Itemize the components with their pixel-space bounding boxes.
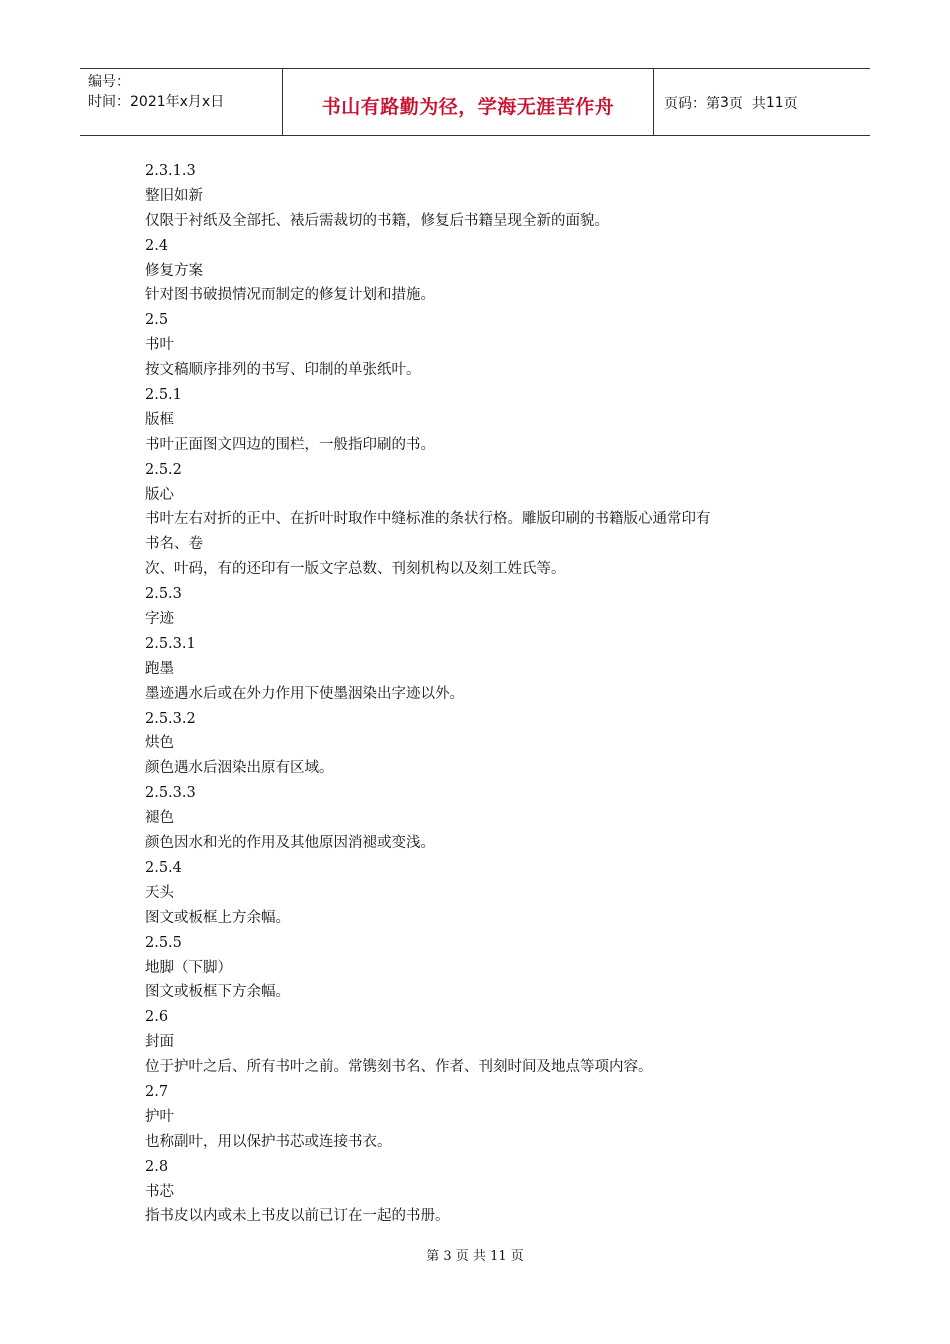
footer-suffix: 页	[506, 1249, 524, 1264]
text-line: 2.3.1.3	[145, 163, 196, 179]
time-label: 时间：2021年x月x日	[88, 94, 225, 110]
page-suffix: 页	[783, 96, 798, 112]
text-line: 颜色因水和光的作用及其他原因消褪或变浅。	[145, 835, 435, 852]
text-line: 书叶正面图文四边的围栏，一般指印刷的书。	[145, 436, 435, 453]
page-mid: 页 共	[728, 96, 766, 112]
text-line: 2.5.1	[145, 387, 182, 404]
text-line: 颜色遇水后洇染出原有区域。	[145, 760, 334, 777]
footer-mid: 页 共	[451, 1249, 491, 1264]
text-line: 仅限于衬纸及全部托、裱后需裁切的书籍，修复后书籍呈现全新的面貌。	[145, 212, 609, 229]
text-line: 天头	[145, 884, 174, 901]
text-line: 次、叶码，有的还印有一版文字总数、刊刻机构以及刻工姓氏等。	[145, 561, 566, 578]
text-line: 2.5.4	[145, 859, 182, 876]
text-line: 2.5.2	[145, 461, 182, 478]
header-left-cell	[80, 69, 282, 135]
text-line: 位于护叶之后、所有书叶之前。常镌刻书名、作者、刊刻时间及地点等项内容。	[145, 1059, 653, 1076]
text-line: 图文或板框下方余幅。	[145, 984, 290, 1001]
text-line: 版框	[145, 411, 174, 428]
text-line: 书叶左右对折的正中、在折叶时取作中缝标准的条状行格。雕版印刷的书籍版心通常印有	[145, 511, 711, 528]
motto-text: 书山有路勤为径，学海无涯苦作舟	[321, 95, 615, 118]
page-total: 11	[765, 95, 784, 111]
page-footer	[0, 1245, 950, 1264]
text-line: 指书皮以内或未上书皮以前已订在一起的书册。	[145, 1208, 450, 1225]
document-body	[145, 159, 825, 1229]
page-header	[80, 68, 870, 136]
text-line: 书名、卷	[145, 536, 203, 553]
number-label: 编号：	[88, 74, 130, 90]
text-line: 2.4	[145, 237, 169, 254]
text-line: 2.5.3	[145, 586, 182, 603]
text-line: 2.5.3.1	[145, 635, 196, 652]
text-line: 2.5.5	[145, 934, 182, 951]
text-line: 图文或板框上方余幅。	[145, 909, 290, 926]
text-line: 2.6	[145, 1009, 169, 1026]
header-motto-cell	[282, 69, 654, 135]
text-line: 跑墨	[145, 660, 174, 677]
text-line: 也称副叶，用以保护书芯或连接书衣。	[145, 1133, 392, 1150]
footer-prefix: 第	[426, 1249, 444, 1264]
text-line: 2.5	[145, 312, 169, 329]
text-line: 字迹	[145, 611, 174, 628]
footer-page-total: 11	[490, 1249, 507, 1264]
text-line: 地脚（下脚）	[145, 959, 232, 976]
text-line: 2.8	[145, 1158, 169, 1175]
text-line: 按文稿顺序排列的书写、印制的单张纸叶。	[145, 362, 421, 379]
text-line: 褪色	[145, 810, 174, 827]
text-line: 修复方案	[145, 262, 203, 279]
footer-page-number: 3	[443, 1249, 452, 1264]
text-line: 2.7	[145, 1083, 169, 1100]
text-line: 2.5.3.2	[145, 710, 196, 727]
text-line: 针对图书破损情况而制定的修复计划和措施。	[145, 287, 435, 304]
text-line: 版心	[145, 486, 174, 503]
text-line: 书叶	[145, 337, 174, 354]
page-number: 3	[720, 95, 729, 111]
text-line: 烘色	[145, 735, 174, 752]
text-line: 封面	[145, 1034, 174, 1051]
text-line: 书芯	[145, 1183, 174, 1200]
text-line: 整旧如新	[145, 187, 203, 204]
text-line: 墨迹遇水后或在外力作用下使墨洇染出字迹以外。	[145, 685, 464, 702]
header-page-cell	[654, 69, 870, 135]
text-line: 护叶	[145, 1108, 174, 1125]
page-prefix: 页码：第	[664, 96, 720, 112]
text-line: 2.5.3.3	[145, 785, 196, 802]
